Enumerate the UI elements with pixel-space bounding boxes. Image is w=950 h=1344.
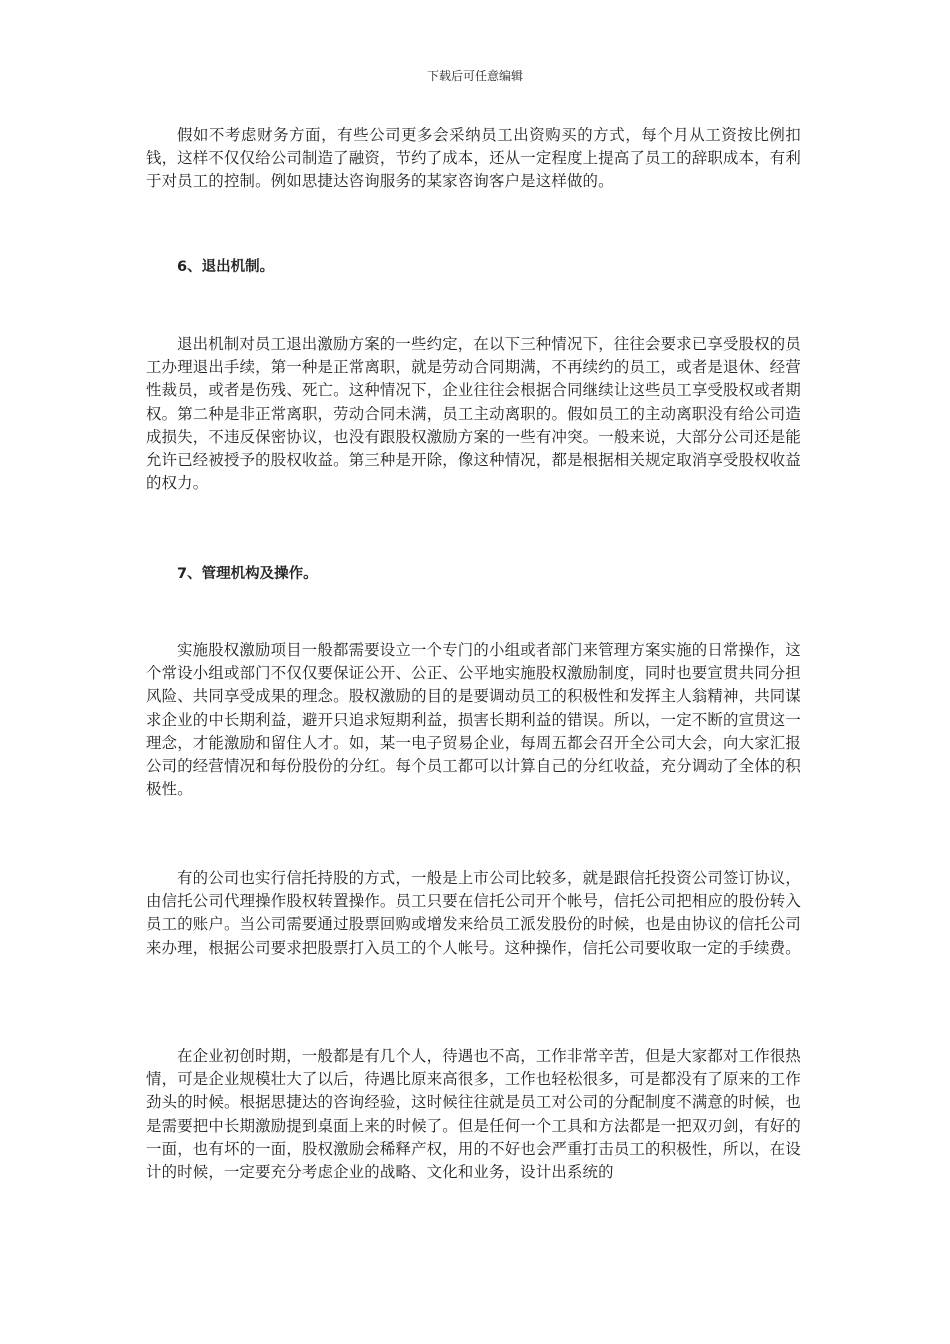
paragraph-trust-holding: 有的公司也实行信托持股的方式，一般是上市公司比较多，就是跟信托投资公司签订协议，由信托公司代理操作股权转置操作。员工只要在信托公司开个帐号，信托公司把相应的股份转入员工的账户。当公司需要通过股票回购或增发来给员工派发股份的时候，也是由协议的信托公司来办理，根据公司要求把股票打入员工的个人帐号。这种操作，信托公司要收取一定的手续费。 <box>146 869 801 957</box>
paragraph-exit-mechanism: 退出机制对员工退出激励方案的一些约定，在以下三种情况下，往往会要求已享受股权的员工办理退出手续，第一种是正常离职，就是劳动合同期满，不再续约的员工，或者是退休、经营性裁员，或者是伤残、死亡。这种情况下，企业往往会根据合同继续让这些员工享受股权或者期权。第二种是非正常离职，劳动合同未满，员工主动离职的。假如员工的主动离职没有给公司造成损失，不违反保密协议，也没有跟股权激励方案的一些有冲突。一般来说，大部分公司还是能允许已经被授予的股权收益。第三种是开除，像这种情况，都是根据相关规定取消享受股权收益的权力。 <box>146 335 801 493</box>
paragraph-management-body: 实施股权激励项目一般都需要设立一个专门的小组或者部门来管理方案实施的日常操作，这个常设小组或部门不仅仅要保证公开、公正、公平地实施股权激励制度，同时也要宣贯共同分担风险、共同享受成果的理念。股权激励的目的是要调动员工的积极性和发挥主人翁精神，共同谋求企业的中长期利益，避开只追求短期利益，损害长期利益的错误。所以，一定不断的宣贯这一理念，才能激励和留住人才。如，某一电子贸易企业，每周五都会召开全公司大会，向大家汇报公司的经营情况和每份股份的分红。每个员工都可以计算自己的分红收益，充分调动了全体的积极性。 <box>146 641 801 799</box>
paragraph-employee-purchase: 假如不考虑财务方面，有些公司更多会采纳员工出资购买的方式，每个月从工资按比例扣钱，这样不仅仅给公司制造了融资，节约了成本，还从一定程度上提高了员工的辞职成本，有利于对员工的控制。例如思捷达咨询服务的某家咨询客户是这样做的。 <box>146 126 801 191</box>
heading-management-operation: 7、管理机构及操作。 <box>177 566 318 582</box>
header-note: 下载后可任意编辑 <box>426 69 523 83</box>
paragraph-startup-stage: 在企业初创时期，一般都是有几个人，待遇也不高，工作非常辛苦，但是大家都对工作很热情，可是企业规模壮大了以后，待遇比原来高很多，工作也轻松很多，可是都没有了原来的工作劲头的时候。根据思捷达的咨询经验，这时候往往就是员工对公司的分配制度不满意的时候，也是需要把中长期激励提到桌面上来的时候了。但是任何一个工具和方法都是一把双刃剑，有好的一面，也有坏的一面，股权激励会稀释产权，用的不好也会严重打击员工的积极性，所以，在设计的时候，一定要充分考虑企业的战略、文化和业务，设计出系统的 <box>146 1047 801 1182</box>
heading-exit-mechanism: 6、退出机制。 <box>177 259 275 275</box>
